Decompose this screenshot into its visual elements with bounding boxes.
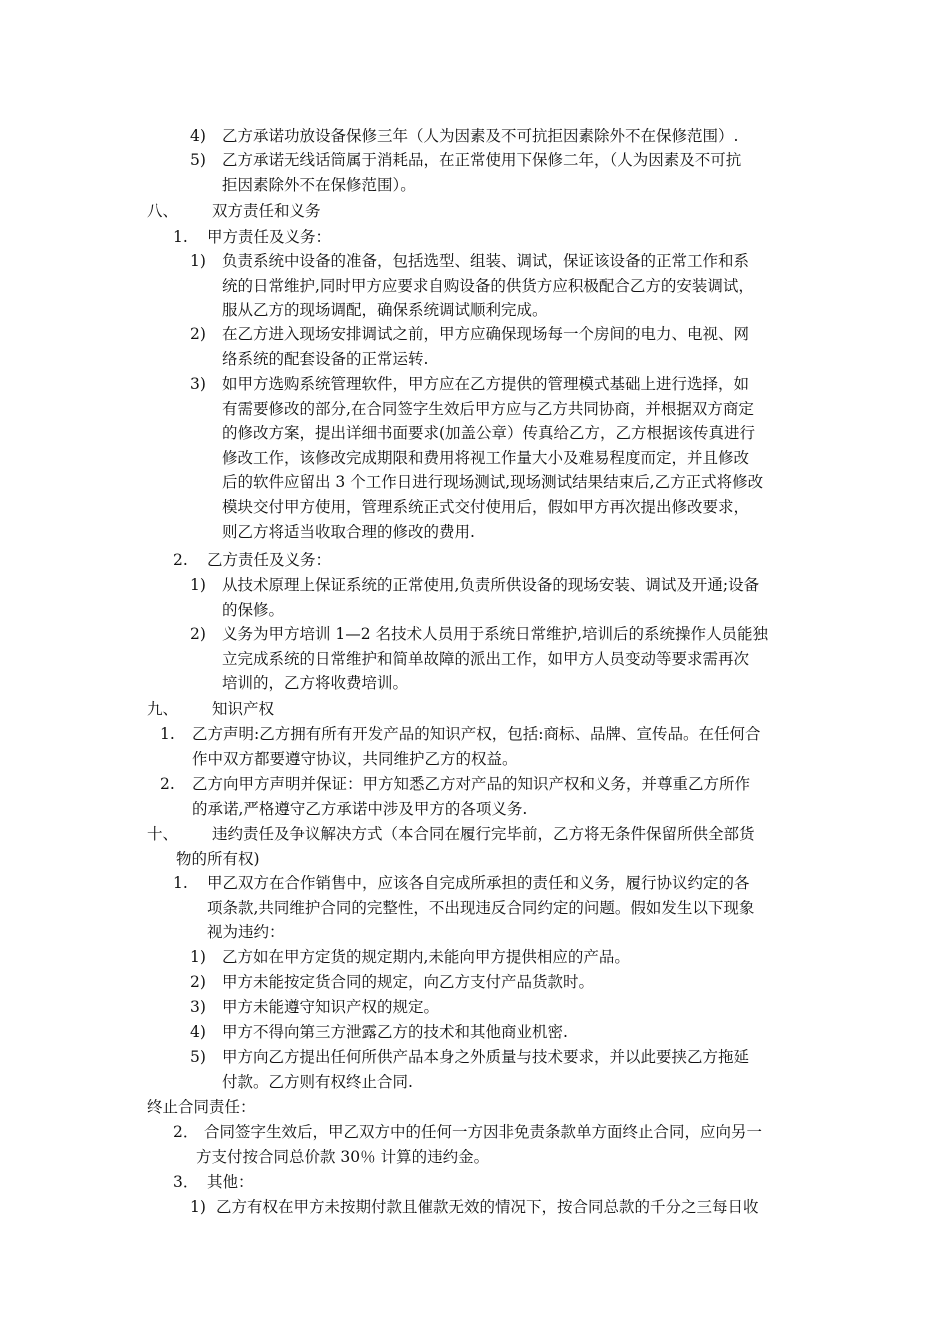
paragraph-line: 义务为甲方培训 1—2 名技术人员用于系统日常维护,培训后的系统操作人员能独 xyxy=(222,625,769,643)
paragraph-line: 甲方向乙方提出任何所供产品本身之外质量与技术要求，并以此要挟乙方拖延 xyxy=(222,1048,750,1066)
paragraph-line: 有需要修改的部分,在合同签字生效后甲方应与乙方共同协商，并根据双方商定 xyxy=(222,399,754,418)
paragraph-line: 的修改方案，提出详细书面要求(加盖公章）传真给乙方，乙方根据该传真进行 xyxy=(222,424,756,443)
paragraph-line: 络系统的配套设备的正常运转. xyxy=(222,349,429,368)
item-number: 5) xyxy=(190,1048,206,1066)
paragraph-line: 双方责任和义务 xyxy=(212,202,321,220)
paragraph-line: 方支付按合同总价款 30％ 计算的违约金。 xyxy=(196,1147,490,1166)
item-number: 4) xyxy=(190,1023,206,1041)
paragraph-line: 在乙方进入现场安排调试之前，甲方应确保现场每一个房间的电力、电视、网 xyxy=(222,325,750,343)
paragraph-line: 作中双方都要遵守协议，共同维护乙方的权益。 xyxy=(192,749,518,768)
paragraph-line: 知识产权 xyxy=(212,700,275,718)
paragraph-line: 乙方责任及义务： xyxy=(207,551,332,569)
item-number: 2) xyxy=(190,625,206,643)
paragraph-line: 乙方声明:乙方拥有所有开发产品的知识产权，包括:商标、品牌、宣传品。在任何合 xyxy=(192,725,761,743)
paragraph-line: 终止合同责任： xyxy=(147,1098,256,1116)
item-number: 1. xyxy=(173,874,188,892)
item-number: 1) xyxy=(190,1198,206,1216)
paragraph-line: 甲方责任及义务： xyxy=(207,228,332,246)
item-number: 4) xyxy=(190,127,206,145)
paragraph-line: 乙方向甲方声明并保证：甲方知悉乙方对产品的知识产权和义务，并尊重乙方所作 xyxy=(192,775,751,793)
paragraph-line: 甲方未能遵守知识产权的规定。 xyxy=(222,998,440,1016)
item-number: 3) xyxy=(190,375,206,393)
paragraph-line: 修改工作，该修改完成期限和费用将视工作量大小及难易程度而定，并且修改 xyxy=(222,448,750,467)
paragraph-line: 的承诺,严格遵守乙方承诺中涉及甲方的各项义务. xyxy=(192,799,528,818)
paragraph-line: 乙方承诺功放设备保修三年（人为因素及不可抗拒因素除外不在保修范围）. xyxy=(222,127,739,145)
paragraph-line: 培训的，乙方将收费培训。 xyxy=(222,674,409,693)
paragraph-line: 付款。乙方则有权终止合同. xyxy=(222,1072,413,1091)
paragraph-line: 甲方未能按定货合同的规定，向乙方支付产品货款时。 xyxy=(222,973,595,991)
item-number: 1. xyxy=(173,228,188,246)
paragraph-line: 乙方如在甲方定货的规定期内,未能向甲方提供相应的产品。 xyxy=(222,948,630,966)
paragraph-line: 乙方承诺无线话筒属于消耗品，在正常使用下保修二年，（人为因素及不可抗 xyxy=(222,151,742,169)
paragraph-line: 模块交付甲方使用，管理系统正式交付使用后，假如甲方再次提出修改要求， xyxy=(222,498,750,516)
item-number: 九、 xyxy=(147,700,179,718)
paragraph-line: 其他： xyxy=(207,1173,254,1191)
item-number: 1) xyxy=(190,576,206,594)
item-number: 八、 xyxy=(147,202,179,220)
item-number: 2. xyxy=(160,775,175,793)
paragraph-line: 甲方不得向第三方泄露乙方的技术和其他商业机密. xyxy=(222,1023,568,1041)
item-number: 2) xyxy=(190,325,206,343)
paragraph-line: 合同签字生效后，甲乙双方中的任何一方因非免责条款单方面终止合同，应向另一 xyxy=(204,1123,763,1141)
paragraph-line: 物的所有权) xyxy=(176,849,260,868)
item-number: 1) xyxy=(190,948,206,966)
paragraph-line: 统的日常维护,同时甲方应要求自购设备的供货方应积极配合乙方的安装调试， xyxy=(222,276,754,295)
item-number: 十、 xyxy=(147,825,179,843)
item-number: 5) xyxy=(190,151,206,169)
item-number: 3) xyxy=(190,998,206,1016)
paragraph-line: 项条款,共同维护合同的完整性，不出现违反合同约定的问题。假如发生以下现象 xyxy=(207,898,755,917)
item-number: 2) xyxy=(190,973,206,991)
item-number: 2． xyxy=(173,1123,199,1141)
paragraph-line: 立完成系统的日常维护和简单故障的派出工作，如甲方人员变动等要求需再次 xyxy=(222,649,750,668)
paragraph-line: 视为违约： xyxy=(207,923,285,942)
item-number: 2. xyxy=(173,551,188,569)
item-number: 1) xyxy=(190,252,206,270)
paragraph-line: 负责系统中设备的准备，包括选型、组装、调试，保证该设备的正常工作和系 xyxy=(222,252,750,270)
paragraph-line: 服从乙方的现场调配，确保系统调试顺利完成。 xyxy=(222,301,548,320)
paragraph-line: 违约责任及争议解决方式（本合同在履行完毕前，乙方将无条件保留所供全部货 xyxy=(212,825,755,843)
paragraph-line: 如甲方选购系统管理软件，甲方应在乙方提供的管理模式基础上进行选择，如 xyxy=(222,375,750,393)
paragraph-line: 的保修。 xyxy=(222,600,285,619)
paragraph-line: 甲乙双方在合作销售中，应该各自完成所承担的责任和义务，履行协议约定的各 xyxy=(207,874,750,892)
paragraph-line: 则乙方将适当收取合理的修改的费用. xyxy=(222,522,475,541)
item-number: 3． xyxy=(173,1173,199,1191)
paragraph-line: 后的软件应留出 3 个工作日进行现场测试,现场测试结果结束后,乙方正式将修改 xyxy=(222,473,764,492)
item-number: 1. xyxy=(160,725,175,743)
paragraph-line: 乙方有权在甲方未按期付款且催款无效的情况下，按合同总款的千分之三每日收 xyxy=(216,1198,759,1216)
paragraph-line: 拒因素除外不在保修范围）。 xyxy=(222,175,416,194)
paragraph-line: 从技术原理上保证系统的正常使用,负责所供设备的现场安装、调试及开通;设备 xyxy=(222,576,760,594)
